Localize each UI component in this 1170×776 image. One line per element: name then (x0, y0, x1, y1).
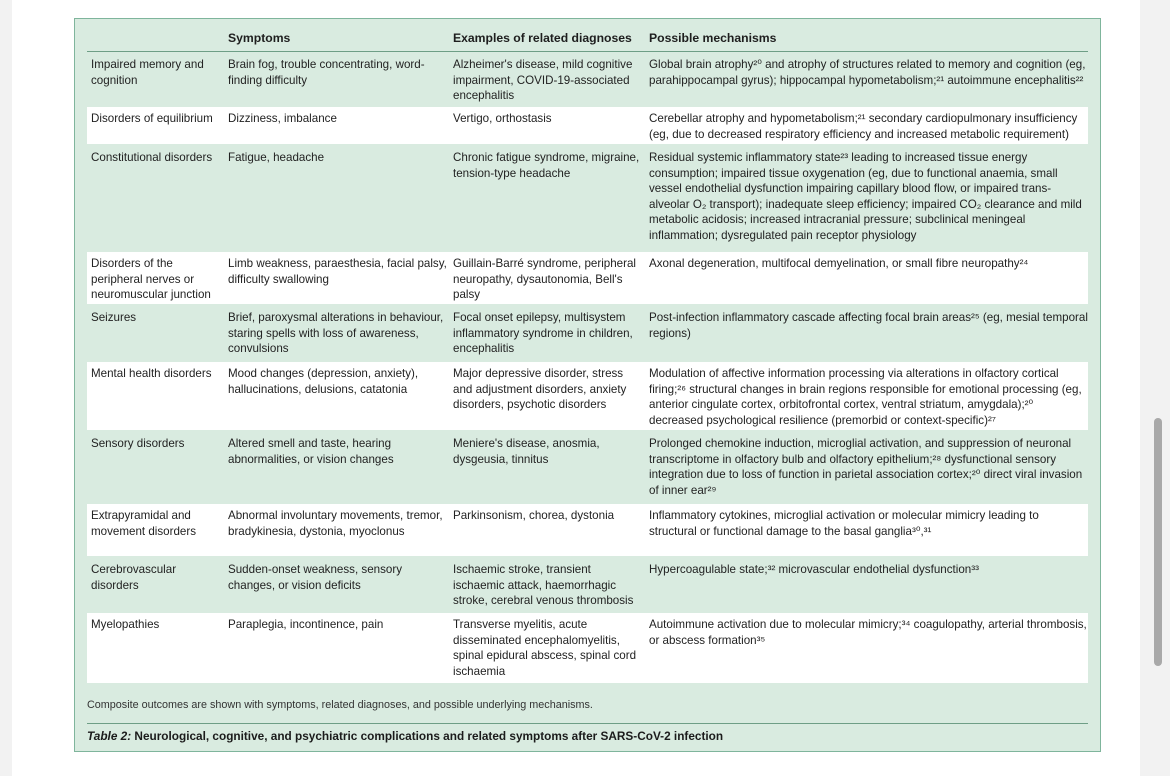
symptoms-cell: Fatigue, headache (228, 151, 325, 164)
symptoms-cell: Brief, paroxysmal alterations in behaviour, staring spells with loss of awareness, convulsions (228, 311, 444, 356)
header-symptoms: Symptoms (228, 31, 291, 45)
diagnoses-cell: Transverse myelitis, acute disseminated encephalomyelitis, spinal epidural abscess, spinal cord ischaemia (453, 618, 637, 678)
row-label: Sensory disorders (91, 437, 185, 450)
row-label: Extrapyramidal and movement disorders (91, 509, 197, 538)
row-label: Constitutional disorders (91, 151, 213, 164)
mechanisms-cell: Post-infection inflammatory cascade affecting focal brain areas²⁵ (eg, mesial temporal regions) (649, 311, 1088, 340)
header-diagnoses: Examples of related diagnoses (453, 31, 632, 45)
row-label: Myelopathies (91, 618, 160, 631)
header-mechanisms: Possible mechanisms (649, 31, 777, 45)
symptoms-cell: Limb weakness, paraesthesia, facial palsy, difficulty swallowing (228, 257, 447, 286)
diagnoses-cell: Parkinsonism, chorea, dystonia (453, 509, 615, 522)
diagnoses-cell: Vertigo, orthostasis (453, 112, 552, 125)
table-row (87, 558, 1088, 611)
diagnoses-cell: Chronic fatigue syndrome, migraine, tension-type headache (453, 151, 640, 180)
mechanisms-cell: Autoimmune activation due to molecular mimicry;³⁴ coagulopathy, arterial thrombosis, or abscess formation³⁵ (649, 618, 1087, 647)
symptoms-cell: Sudden-onset weakness, sensory changes, or vision deficits (228, 563, 403, 592)
symptoms-cell: Altered smell and taste, hearing abnormalities, or vision changes (228, 437, 394, 466)
table-row (87, 432, 1088, 502)
symptoms-cell: Brain fog, trouble concentrating, word-finding difficulty (228, 58, 425, 87)
table-caption (87, 729, 723, 743)
scrollbar-thumb[interactable] (1154, 418, 1162, 666)
table-2 (74, 18, 1101, 752)
table-row (87, 107, 1088, 144)
header-rule (87, 51, 1088, 52)
diagnoses-cell: Alzheimer's disease, mild cognitive impairment, COVID-19-associated encephalitis (453, 58, 633, 103)
row-label: Impaired memory and cognition (91, 58, 204, 87)
mechanisms-cell: Cerebellar atrophy and hypometabolism;²¹ secondary cardiopulmonary insufficiency (eg, due to decreased respiratory efficiency and increased metabolic requirement) (649, 112, 1078, 141)
table-footnote: Composite outcomes are shown with symptoms, related diagnoses, and possible underlying mechanisms. (87, 699, 593, 711)
mechanisms-cell: Axonal degeneration, multifocal demyelination, or small fibre neuropathy²⁴ (649, 257, 1029, 270)
document-page (12, 0, 1140, 776)
mechanisms-cell: Residual systemic inflammatory state²³ leading to increased tissue energy consumption; impaired tissue oxygenation (eg, due to functional anaemia, small vessel endothelial dysfunction impairing capillary blood flow, or impaired trans-alveolar O₂ transport); inadequate sleep efficiency; impaired CO₂ clearance and mild metabolic acidosis; increased intracranial pressure; subclinical meningeal inflammation; dysregulated pain receptor physiology (649, 151, 1082, 242)
mechanisms-cell: Prolonged chemokine induction, microglial activation, and suppression of neuronal transcriptome in olfactory bulb and olfactory epithelium;²⁸ dysfunctional sensory integration due to loss of function in parietal association cortex;²⁰ direct viral invasion of inner ear²⁹ (649, 437, 1083, 497)
row-label: Seizures (91, 311, 137, 324)
diagnoses-cell: Guillain-Barré syndrome, peripheral neuropathy, dysautonomia, Bell's palsy (453, 257, 637, 302)
row-label: Disorders of the peripheral nerves or neuromuscular junction (91, 257, 211, 302)
table-row (87, 504, 1088, 556)
row-label: Cerebrovascular disorders (91, 563, 177, 592)
table-row (87, 613, 1088, 683)
table-row (87, 53, 1088, 105)
mechanisms-cell: Hypercoagulable state;³² microvascular endothelial dysfunction³³ (649, 563, 979, 576)
symptoms-cell: Dizziness, imbalance (228, 112, 337, 125)
mechanisms-cell: Modulation of affective information processing via alterations in olfactory cortical firing;²⁶ structural changes in brain regions responsible for emotional processing (eg, anterior cingulate cortex, orbitofrontal cortex, ventral striatum, amygdala);²⁰ decreased psychological resilience (premorbid or context-specific)²⁷ (649, 367, 1082, 427)
row-label: Mental health disorders (91, 367, 212, 380)
row-label: Disorders of equilibrium (91, 112, 213, 125)
diagnoses-cell: Ischaemic stroke, transient ischaemic attack, haemorrhagic stroke, cerebral venous thrombosis (453, 563, 634, 608)
symptoms-cell: Abnormal involuntary movements, tremor, bradykinesia, dystonia, myoclonus (228, 509, 443, 538)
caption-text: Neurological, cognitive, and psychiatric complications and related symptoms after SARS-CoV-2 infection (131, 729, 724, 743)
table-row (87, 362, 1088, 430)
symptoms-cell: Paraplegia, incontinence, pain (228, 618, 384, 631)
mechanisms-cell: Global brain atrophy²⁰ and atrophy of structures related to memory and cognition (eg, parahippocampal gyrus); hippocampal hypometabolism;²¹ autoimmune encephalitis²² (649, 58, 1086, 87)
diagnoses-cell: Meniere's disease, anosmia, dysgeusia, tinnitus (453, 437, 600, 466)
caption-label: Table 2: (87, 729, 132, 743)
table-row (87, 146, 1088, 250)
mechanisms-cell: Inflammatory cytokines, microglial activation or molecular mimicry leading to structural or functional damage to the basal ganglia³⁰,³¹ (649, 509, 1039, 538)
symptoms-cell: Mood changes (depression, anxiety), hallucinations, delusions, catatonia (228, 367, 419, 396)
diagnoses-cell: Major depressive disorder, stress and adjustment disorders, anxiety disorders, psychotic disorders (453, 367, 627, 412)
diagnoses-cell: Focal onset epilepsy, multisystem inflammatory syndrome in children, encephalitis (453, 311, 633, 356)
table-row (87, 252, 1088, 304)
table-row (87, 306, 1088, 360)
caption-rule (87, 723, 1088, 724)
